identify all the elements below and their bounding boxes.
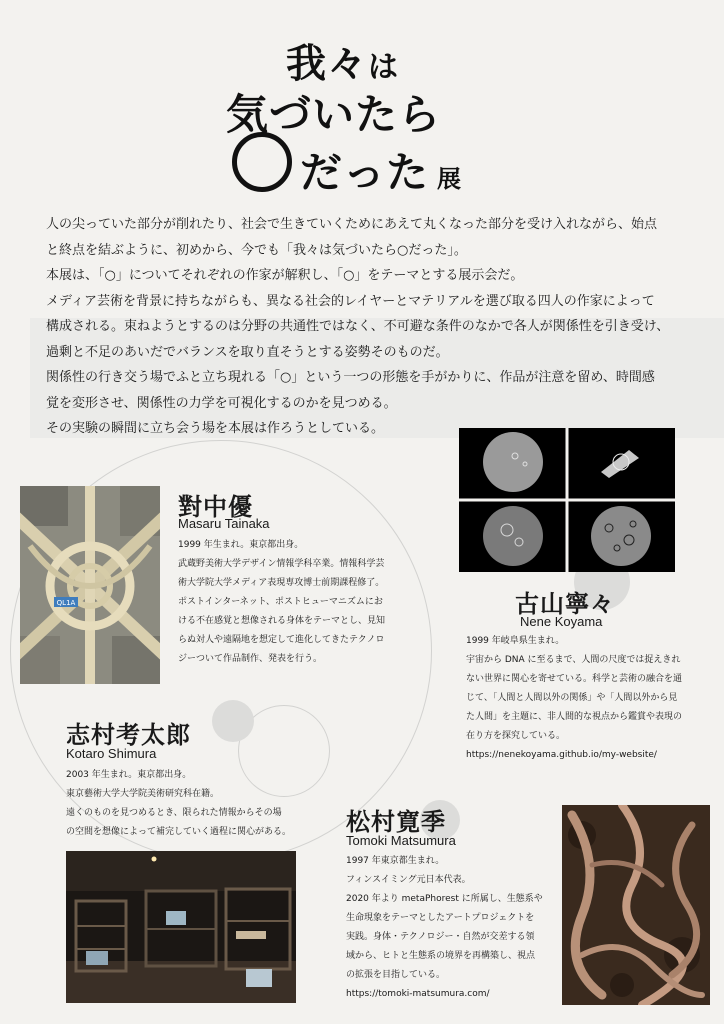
bio-line: 2020 年より metaPhorest に所属し、生態系や: [346, 894, 543, 904]
koyama-artwork-image: [459, 428, 675, 572]
bio-line: らぬ対人や遠隔地を想定して進化してきたテクノロ: [178, 635, 385, 645]
road-sign-label: QL1A: [56, 599, 76, 607]
title-line-3: だった 展: [300, 148, 463, 197]
intro-line: 構成される。束ねようとするのは分野の共通性ではなく、不可避な条件のなかで各人が関係性を引き受け、: [46, 319, 670, 334]
intro-text: [46, 212, 696, 442]
bio-line: 在り方を探究している。: [466, 731, 566, 741]
bio-line: ジーついて作品制作、発表を行う。: [178, 654, 323, 664]
koyama-website-link[interactable]: https://nenekoyama.github.io/my-website/: [466, 750, 657, 760]
bio-line: ポストインターネット、ポストヒューマニズムにお: [178, 597, 383, 607]
bio-line: 武蔵野美術大学デザイン情報学科卒業。情報科学芸: [178, 559, 385, 569]
matsumura-name-en: Tomoki Matsumura: [346, 833, 456, 848]
matsumura-artwork-image: [562, 805, 710, 1005]
intro-line: 本展は、「○」についてそれぞれの作家が解釈し、「○」をテーマとする展示会だ。: [46, 268, 524, 283]
bio-line: た人間」を主題に、非人間的な視点から鑑賞や表現の: [466, 712, 683, 722]
decorative-dot: [212, 700, 254, 742]
bio-line: 術大学院大学メディア表現専攻博士前期課程修了。: [178, 578, 385, 588]
tainaka-name-jp: 對中優: [178, 493, 253, 521]
bio-line: 遠くのものを見つめるとき、限られた情報からその場: [66, 808, 282, 818]
matsumura-bio: [346, 852, 562, 1004]
matsumura-name-jp: 松村寛季: [346, 808, 446, 836]
shimura-name-en: Kotaro Shimura: [66, 746, 157, 761]
bio-line: の空間を想像によって補完していく過程に関心がある。: [66, 827, 292, 837]
bio-line: ける不在感覚と想像される身体をテーマとし、見知: [178, 616, 386, 626]
tainaka-artwork-image: [20, 486, 160, 684]
koyama-bio: [466, 632, 706, 765]
shimura-bio: [66, 766, 346, 842]
bio-line: 宇宙から DNA に至るまで、人間の尺度では捉えきれ: [466, 655, 681, 665]
title-line-2: 気づいたら: [226, 90, 442, 139]
koyama-name-jp: 古山寧々: [515, 590, 615, 618]
koyama-name-en: Nene Koyama: [520, 614, 603, 629]
bio-line: ない世界に関心を寄せている。科学と芸術の融合を通: [466, 674, 683, 684]
bio-line: 1999 年岐阜県生まれ。: [466, 636, 565, 646]
bio-line: 1999 年生まれ。東京都出身。: [178, 540, 304, 550]
bio-line: じて、「人間と人間以外の関係」や「人間以外から見: [466, 693, 678, 703]
circle-mark: [232, 132, 292, 192]
intro-line: 関係性の行き交う場でふと立ち現れる「○」という一つの形態を手がかりに、作品が注意を留め、時間感: [46, 370, 655, 385]
matsumura-website-link[interactable]: https://tomoki-matsumura.com/: [346, 989, 490, 999]
intro-line: その実験の瞬間に立ち会う場を本展は作ろうとしている。: [46, 421, 385, 436]
intro-line: 人の尖っていた部分が削れたり、社会で生きていくためにあえて丸くなった部分を受け入れながら、始点: [46, 217, 658, 232]
bio-line: 域から、ヒトと生態系の境界を再構築し、視点: [346, 951, 536, 961]
bio-line: 生命現象をテーマとしたアートプロジェクトを: [346, 913, 535, 923]
shimura-artwork-image: [66, 851, 296, 1003]
bio-line: フィンスイミング元日本代表。: [346, 875, 471, 885]
intro-line: メディア芸術を背景に持ちながらも、異なる社会的レイヤーとマテリアルを選び取る四人の作家によって: [46, 293, 655, 309]
bio-line: 実践。身体・テクノロジー・自然が交差する領: [346, 932, 535, 942]
intro-line: 覚を変形させ、関係性の力学を可視化するのかを見つめる。: [46, 395, 397, 411]
title-line-1: 我々は: [286, 41, 399, 87]
bio-line: 1997 年東京都生まれ。: [346, 856, 445, 866]
tainaka-name-en: Masaru Tainaka: [178, 516, 270, 531]
intro-line: 過剰と不足のあいだでバランスを取り直そうとする姿勢そのものだ。: [46, 344, 449, 360]
bio-line: 東京藝術大学大学院美術研究科在籍。: [66, 789, 220, 799]
bio-line: の拡張を目指している。: [346, 970, 446, 980]
tainaka-bio: [178, 536, 418, 669]
intro-line: と終点を結ぶように、初めから、今でも「我々は気づいたら○だった」。: [46, 242, 467, 258]
bio-line: 2003 年生まれ。東京都出身。: [66, 770, 192, 780]
shimura-name-jp: 志村考太郎: [66, 721, 191, 749]
